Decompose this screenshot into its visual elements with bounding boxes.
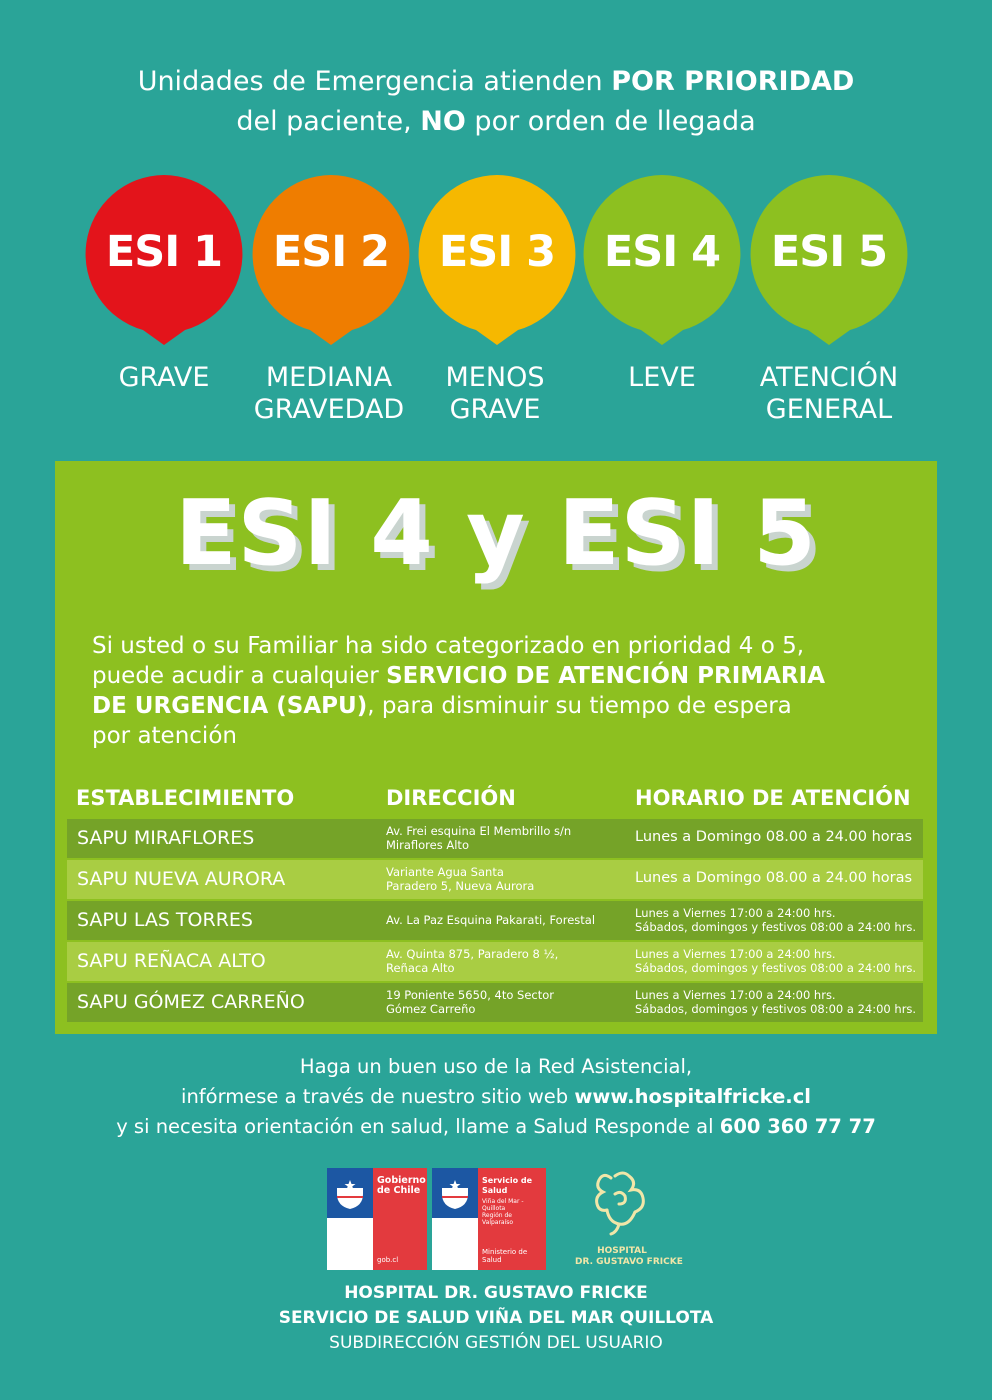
esi-4-badge: ESI 4 [603, 227, 721, 277]
esi-5-badge: ESI 5 [770, 227, 888, 277]
row-name: SAPU NUEVA AURORA [77, 868, 286, 890]
website-link[interactable]: www.hospitalfricke.cl [574, 1085, 811, 1108]
row-address: Variante Agua Santa Paradero 5, Nueva Aurora [386, 865, 535, 893]
row-hours: Lunes a Viernes 17:00 a 24:00 hrs. Sábados, domingos y festivos 08:00 a 24:00 hrs. [635, 906, 917, 934]
esi-1-badge: ESI 1 [105, 227, 223, 277]
hospital-emblem-icon [575, 1168, 669, 1246]
headline-line-1: Unidades de Emergencia atienden POR PRIORIDAD [137, 66, 855, 97]
esi-4-label: LEVE [628, 362, 696, 393]
row-address: Av. Quinta 875, Paradero 8 ½, Reñaca Alto [386, 947, 559, 975]
coat-of-arms-icon [438, 1174, 472, 1210]
header-establecimiento: ESTABLECIMIENTO [76, 786, 295, 810]
row-address: Av. Frei esquina El Membrillo s/n Miraflores Alto [386, 824, 572, 852]
row-hours: Lunes a Viernes 17:00 a 24:00 hrs. Sábados, domingos y festivos 08:00 a 24:00 hrs. [635, 947, 917, 975]
box-title: ESI 4 y ESI 5 [175, 481, 817, 586]
footer-text: Haga un buen uso de la Red Asistencial, infórmese a través de nuestro sitio web www.hospitalfricke.cl y si necesita orientación en salud, llame a Salud Responde al 600 360 77 77 [116, 1055, 876, 1138]
esi-3-badge: ESI 3 [438, 227, 556, 277]
servicio-de-salud-logo: Servicio de Salud Viña del Mar - Quillota Región de Valparaíso Ministerio de Salud [432, 1168, 546, 1270]
esi-1-label: GRAVE [118, 362, 210, 393]
row-hours: Lunes a Viernes 17:00 a 24:00 hrs. Sábados, domingos y festivos 08:00 a 24:00 hrs. [635, 988, 917, 1016]
gobierno-de-chile-logo: Gobierno de Chile gob.cl [327, 1168, 427, 1270]
esi-5-pin [750, 175, 908, 345]
headline-line-2: del paciente, NO por orden de llegada [236, 106, 756, 137]
table-row [67, 983, 923, 1022]
phone-number: 600 360 77 77 [719, 1115, 876, 1138]
row-address: Av. La Paz Esquina Pakarati, Forestal [386, 913, 596, 927]
box-paragraph: Si usted o su Familiar ha sido categorizado en prioridad 4 o 5, puede acudir a cualquier SERVICIO DE ATENCIÓN PRIMARIA DE URGENCIA (SAPU), para disminuir su tiempo de espera por atención [92, 633, 826, 749]
esi-3-label: MENOS GRAVE [445, 362, 545, 425]
header-horario: HORARIO DE ATENCIÓN [635, 786, 911, 810]
row-address: 19 Poniente 5650, 4to Sector Gómez Carreño [386, 988, 555, 1016]
esi-1-pin [85, 175, 243, 345]
hospital-fricke-logo: HOSPITAL DR. GUSTAVO FRICKE [575, 1168, 669, 1270]
esi-3-pin [418, 175, 576, 345]
sapu-table [67, 819, 923, 1024]
esi-5-label: ATENCIÓN GENERAL [759, 362, 899, 425]
esi-2-label: MEDIANA GRAVEDAD [253, 362, 405, 425]
table-row [67, 819, 923, 858]
table-row [67, 901, 923, 940]
headline [0, 62, 992, 142]
table-row [67, 860, 923, 899]
coat-of-arms-icon [333, 1174, 367, 1210]
bottom-credits: HOSPITAL DR. GUSTAVO FRICKE SERVICIO DE SALUD VIÑA DEL MAR QUILLOTA SUBDIRECCIÓN GESTIÓN DEL USUARIO [278, 1283, 714, 1353]
row-hours: Lunes a Domingo 08.00 a 24.00 horas [635, 829, 913, 845]
row-name: SAPU LAS TORRES [77, 909, 253, 931]
esi-2-badge: ESI 2 [272, 227, 390, 277]
esi-4-pin [583, 175, 741, 345]
row-hours: Lunes a Domingo 08.00 a 24.00 horas [635, 870, 913, 886]
header-direccion: DIRECCIÓN [386, 786, 516, 810]
table-row [67, 942, 923, 981]
esi-2-pin [252, 175, 410, 345]
row-name: SAPU GÓMEZ CARREÑO [77, 991, 305, 1013]
row-name: SAPU REÑACA ALTO [77, 950, 266, 972]
row-name: SAPU MIRAFLORES [77, 827, 255, 849]
esi-4-5-info-box [55, 461, 937, 1034]
